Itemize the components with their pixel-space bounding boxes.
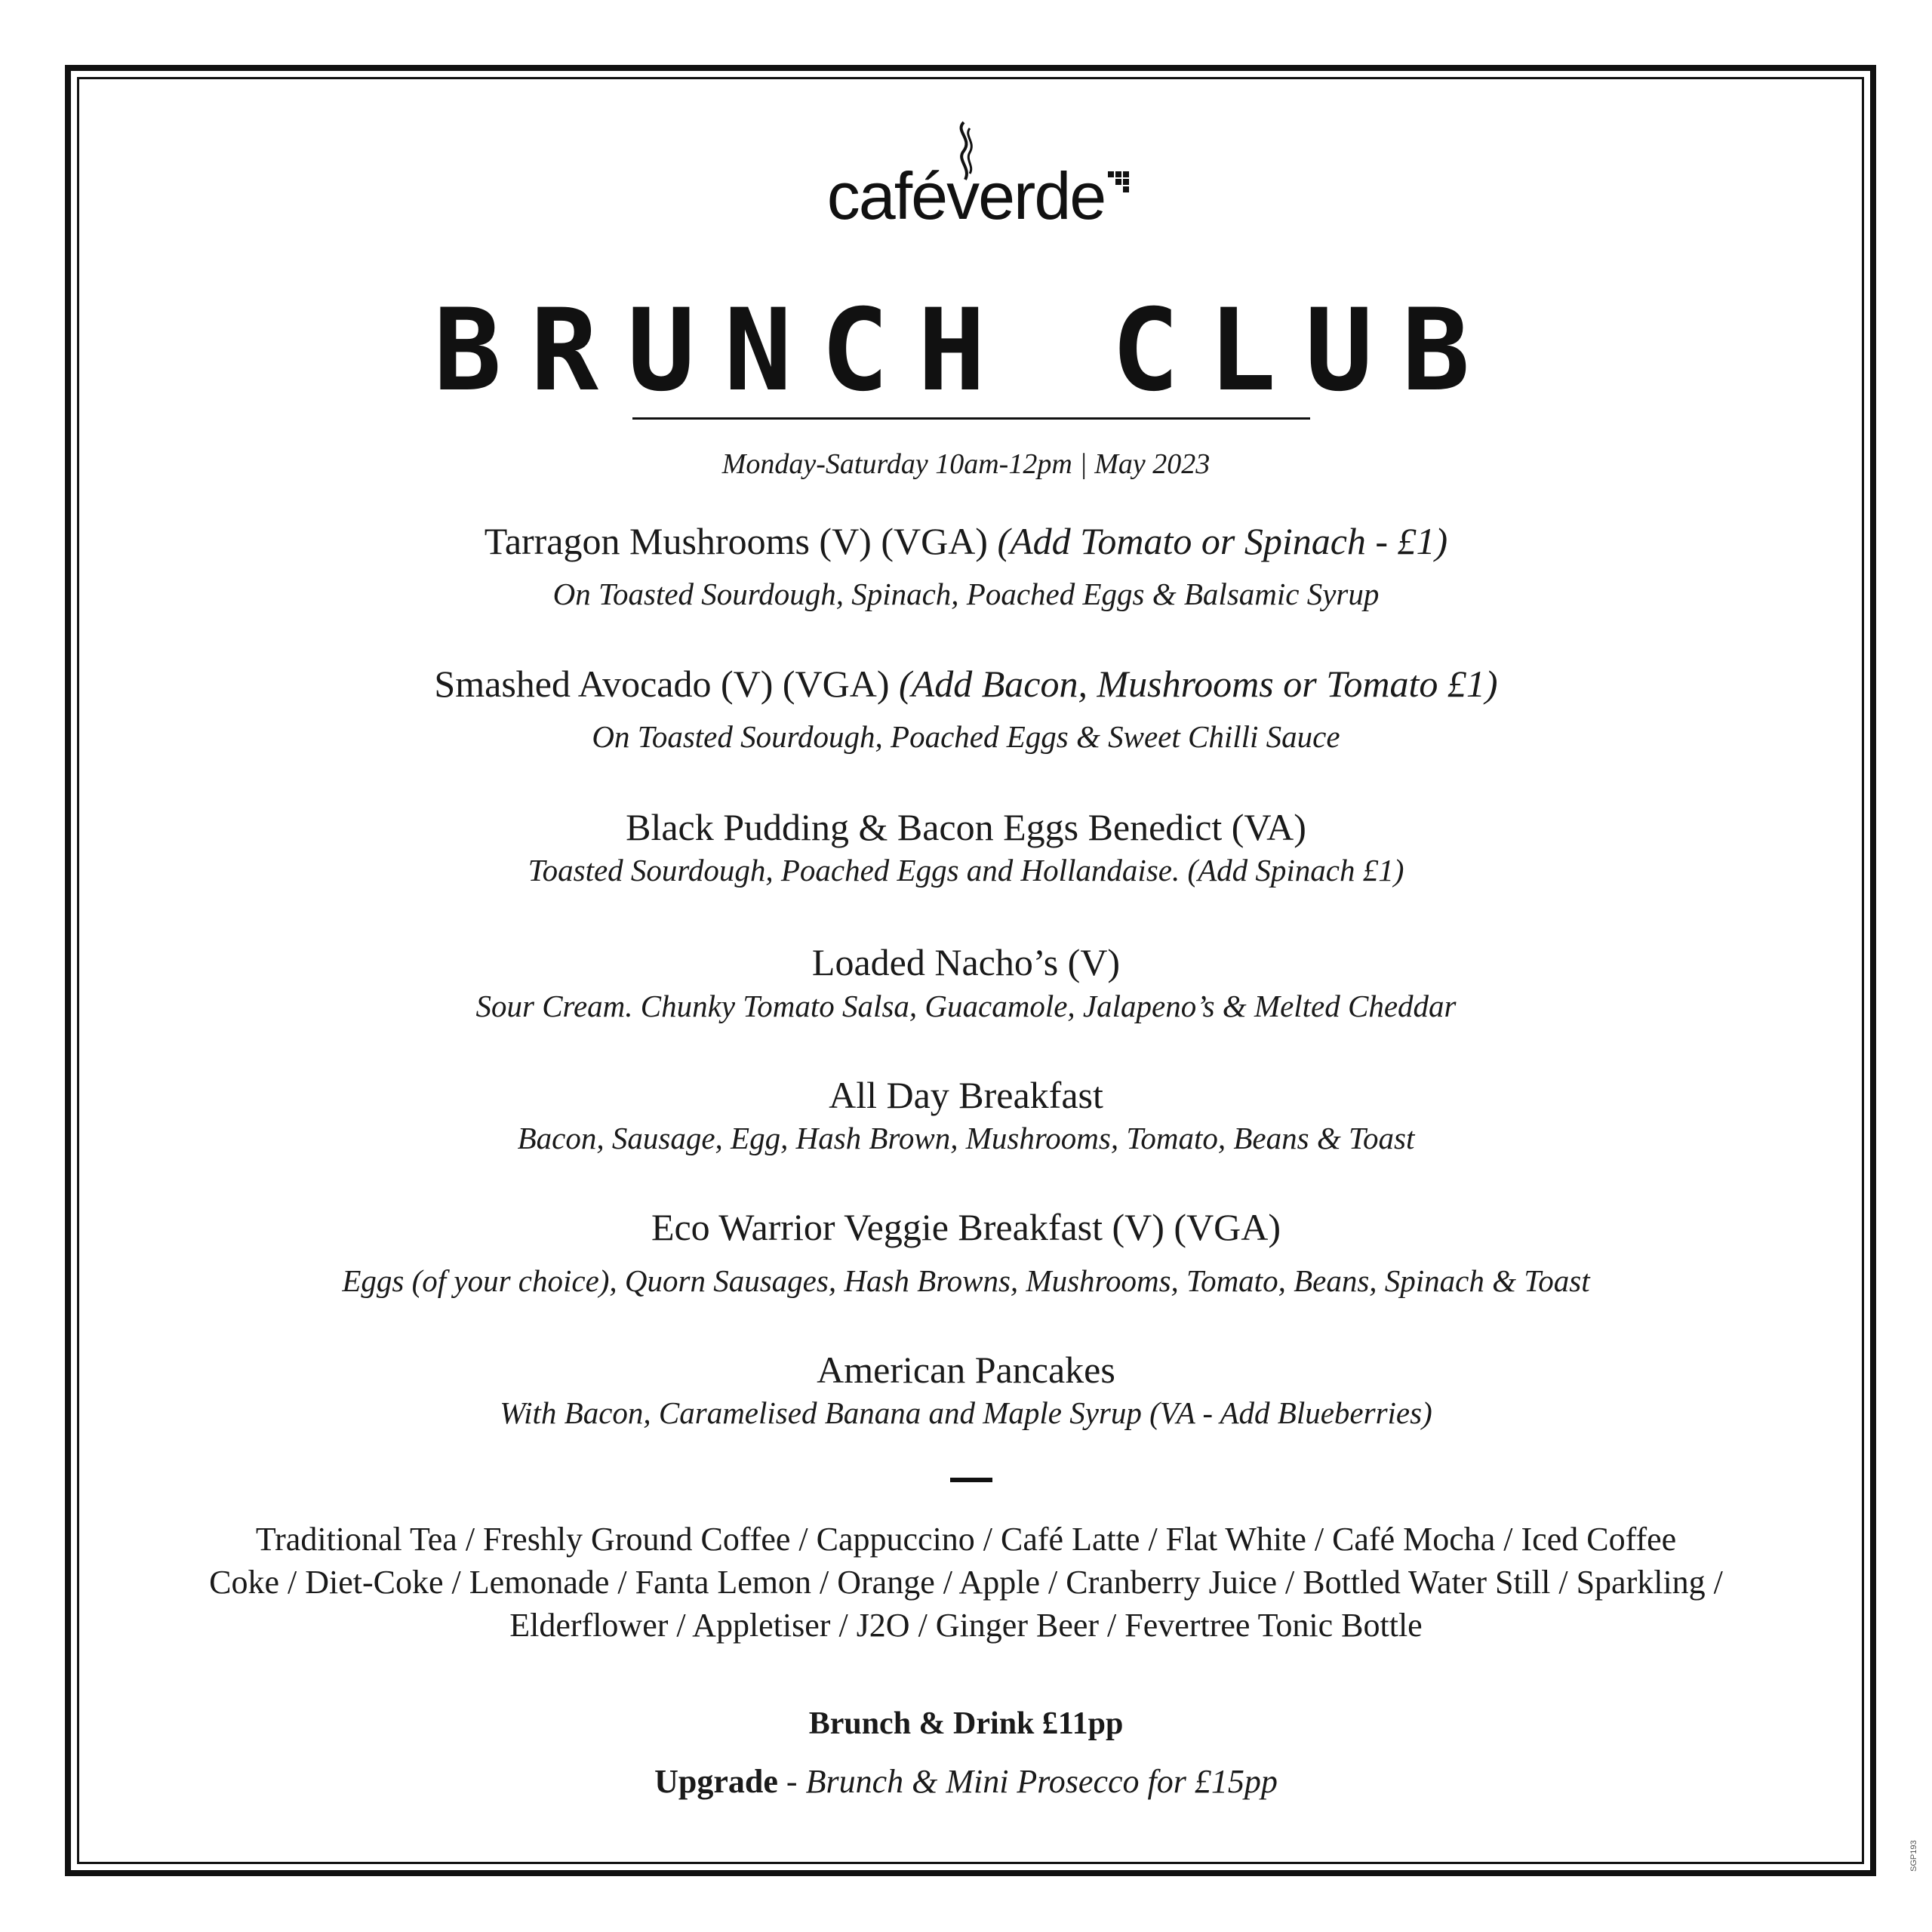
menu-item-description: Bacon, Sausage, Egg, Hash Brown, Mushrooms, Tomato, Beans & Toast [517,1121,1415,1155]
section-divider [950,1478,992,1482]
menu-item-name: All Day Breakfast [829,1074,1103,1116]
upgrade-offer [0,1760,1932,1804]
upgrade-label: Upgrade [654,1763,778,1800]
brand-name: caféverde [826,158,1106,233]
menu-item-name: American Pancakes [817,1349,1115,1391]
menu-item-description: Sour Cream. Chunky Tomato Salsa, Guacamole, Jalapeno’s & Melted Cheddar [475,989,1457,1023]
title-divider [632,417,1310,420]
drinks-line: Traditional Tea / Freshly Ground Coffee / Cappuccino / Café Latte / Flat White / Café Mocha / Iced Coffee [255,1521,1677,1558]
drinks-line: Elderflower / Appletiser / J2O / Ginger Beer / Fevertree Tonic Bottle [509,1607,1423,1644]
menu-item-description: Eggs (of your choice), Quorn Sausages, Hash Browns, Mushrooms, Tomato, Beans, Spinach & Toast [342,1263,1590,1298]
menu-item-extra: (Add Tomato or Spinach - £1) [997,520,1448,562]
logo-squares-icon [1108,171,1131,194]
brunch-offer-price: Brunch & Drink £11pp [808,1706,1124,1741]
menu-item-description: On Toasted Sourdough, Spinach, Poached Eggs & Balsamic Syrup [552,577,1380,611]
menu-item-name: Tarragon Mushrooms (V) (VGA) (Add Tomato or Spinach - £1) [484,520,1448,562]
menu-item-name: Smashed Avocado (V) (VGA) (Add Bacon, Mushrooms or Tomato £1) [434,663,1498,705]
page-title: BRUNCH CLUB [433,285,1499,417]
upgrade-text: - Brunch & Mini Prosecco for £15pp [786,1763,1278,1800]
menu-item-name: Eco Warrior Veggie Breakfast (V) (VGA) [651,1206,1281,1248]
drinks-line: Coke / Diet-Coke / Lemonade / Fanta Lemon / Orange / Apple / Cranberry Juice / Bottled Water Still / Sparkling / [209,1564,1723,1601]
menu-item-name: Black Pudding & Bacon Eggs Benedict (VA) [626,806,1306,848]
print-code: SGP193 [1909,1840,1918,1872]
menu-item-extra: (Add Bacon, Mushrooms or Tomato £1) [899,663,1498,705]
menu-item-name: Loaded Nacho’s (V) [811,941,1121,983]
menu-item-description: Toasted Sourdough, Poached Eggs and Hollandaise. (Add Spinach £1) [528,853,1404,888]
menu-item-description: On Toasted Sourdough, Poached Eggs & Sweet Chilli Sauce [592,719,1340,754]
opening-hours: Monday-Saturday 10am-12pm | May 2023 [721,448,1211,480]
brand-logo [0,155,1932,238]
menu-item-description: With Bacon, Caramelised Banana and Maple Syrup (VA - Add Blueberries) [500,1395,1432,1430]
